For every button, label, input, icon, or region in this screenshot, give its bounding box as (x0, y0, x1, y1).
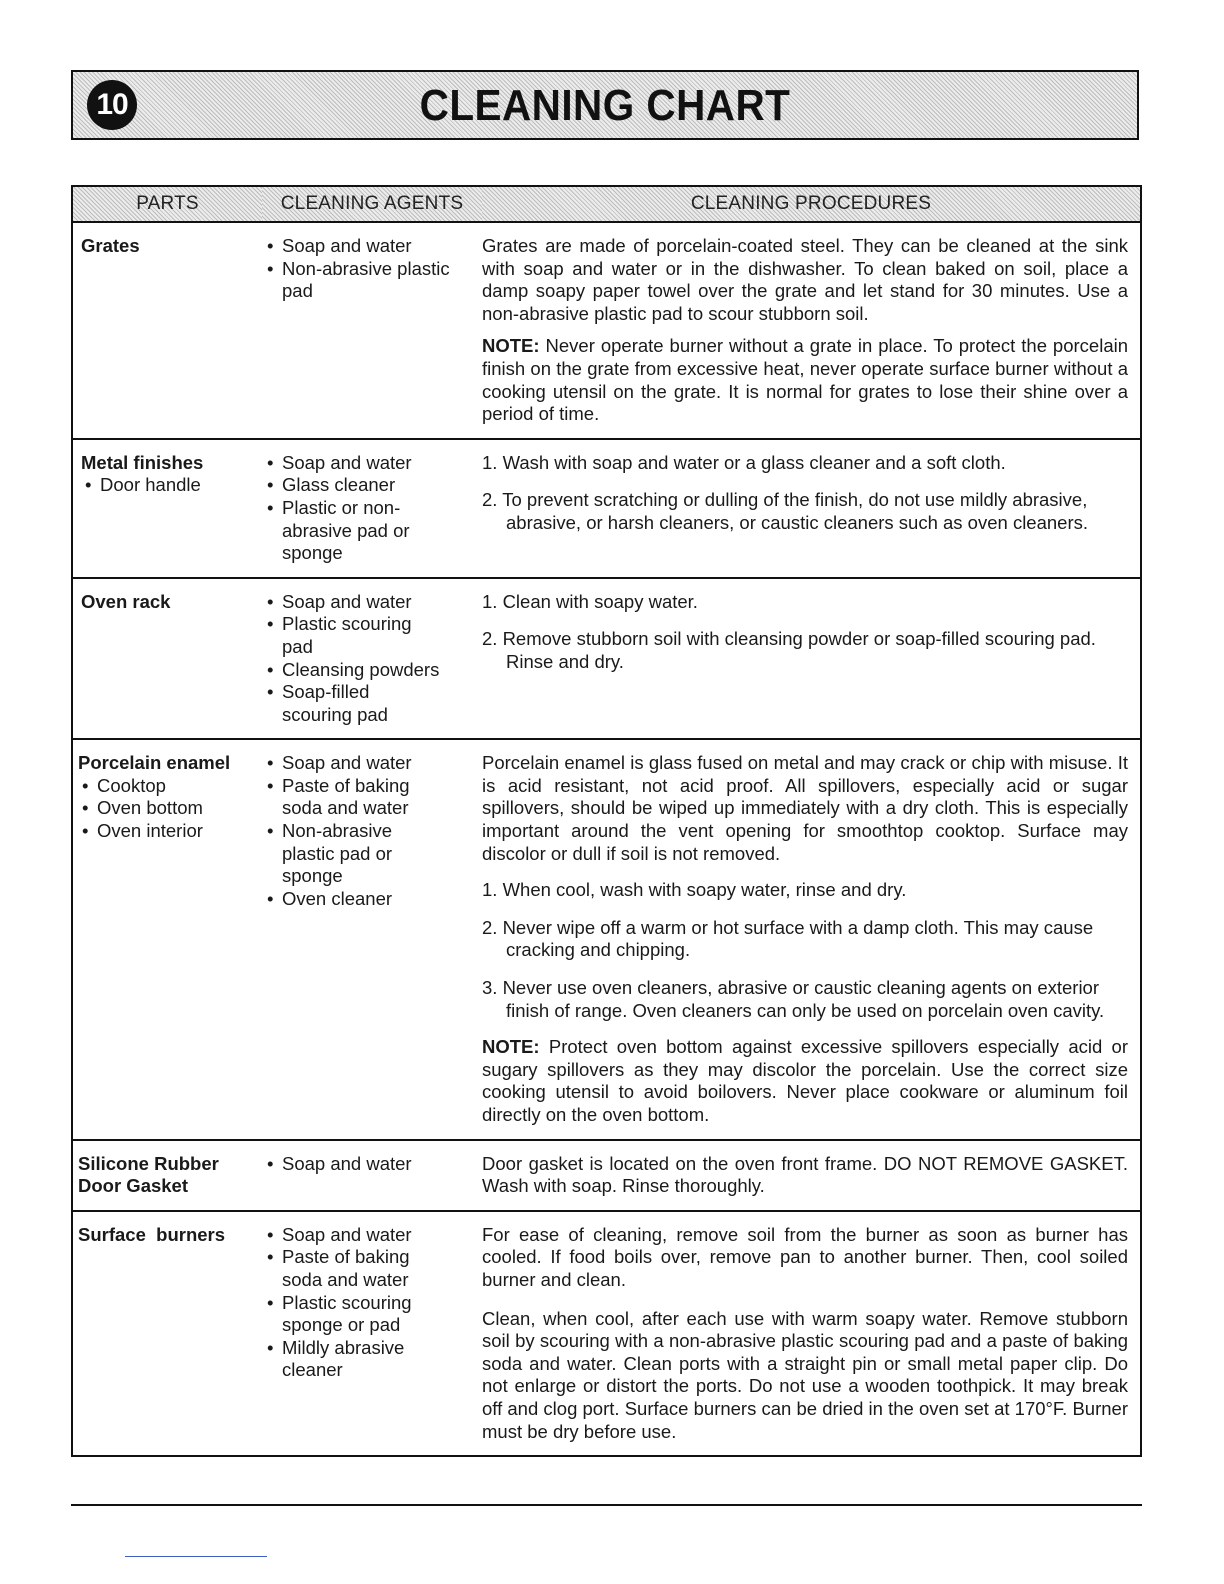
procedure-step: 1. Wash with soap and water or a glass cleaner and a soft cloth. (482, 451, 1006, 473)
column-header-cleaning-procedures: CLEANING PROCEDURES (482, 186, 1141, 222)
procedure-step: 3. Never use oven cleaners, abrasive or caustic cleaning agents on exterior finish of range. Oven cleaners can only be used on porcelain oven cavity. (482, 977, 1105, 1021)
agent-item: • Soap and water (262, 591, 442, 614)
part-name: Oven rack (81, 590, 171, 612)
section-number-badge: 10 (87, 80, 137, 130)
note-text: Never operate burner without a grate in place. To protect the porcelain finish on the grate from excessive heat, never operate surface burner without a cooking utensil on the grate. It is normal for grates to lose their shine over a period of time. (482, 335, 1129, 425)
agent-item: • Soap-filled scouring pad (262, 681, 422, 726)
agents-list (262, 591, 482, 727)
part-subitems (78, 775, 262, 843)
table-row (72, 739, 1141, 1139)
agents-cell (262, 739, 482, 1139)
agent-item: • Cleansing powders (262, 659, 472, 682)
agent-item: • Soap and water (262, 1153, 482, 1176)
procedure-step: 2. Remove stubborn soil with cleansing powder or soap-filled scouring pad. Rinse and dry. (482, 628, 1096, 672)
procedure-step: 1. When cool, wash with soapy water, rinse and dry. (482, 879, 907, 901)
procedure-note (482, 1036, 1128, 1126)
procedures-cell (482, 739, 1141, 1139)
agent-item: • Paste of baking soda and water (262, 1246, 437, 1291)
column-header-cleaning-agents: CLEANING AGENTS (262, 186, 482, 222)
part-name: Porcelain enamel (78, 752, 231, 774)
part-subitems (81, 474, 262, 497)
procedure-step: 2. Never wipe off a warm or hot surface with a damp cloth. This may cause cracking and chipping. (482, 916, 1094, 961)
table-header-row (72, 186, 1141, 222)
table-row (72, 1211, 1141, 1456)
agents-cell (262, 578, 482, 740)
section-header-banner (71, 70, 1139, 140)
section-title: CLEANING CHART (419, 81, 791, 130)
part-cell (72, 1211, 262, 1456)
procedure-steps (482, 452, 1128, 535)
part-name-line: Door Gasket (78, 1175, 189, 1197)
table-row (72, 1140, 1141, 1211)
table-row (72, 578, 1141, 740)
column-header-parts: PARTS (72, 186, 262, 222)
procedure-paragraph: Door gasket is located on the oven front frame. DO NOT REMOVE GASKET. Wash with soap. Rinse thoroughly. (482, 1152, 1128, 1197)
procedure-step: 2. To prevent scratching or dulling of the finish, do not use mildly abrasive, abrasive, or harsh cleaners, or caustic cleaners such as oven cleaners. (482, 489, 1089, 533)
agent-item: • Soap and water (262, 752, 467, 775)
procedures-cell (482, 1140, 1141, 1211)
agent-item: • Paste of baking soda and water (262, 775, 427, 820)
agents-list (262, 1224, 482, 1382)
table-row (72, 222, 1141, 439)
part-cell (72, 439, 262, 578)
footer-divider (71, 1504, 1142, 1506)
agents-cell (262, 439, 482, 578)
procedure-step: 1. Clean with soapy water. (482, 590, 698, 612)
part-cell (72, 1140, 262, 1211)
agent-item: • Soap and water (262, 452, 482, 475)
part-subitem: • Oven bottom (78, 797, 262, 820)
agent-item: • Plastic scouring sponge or pad (262, 1292, 422, 1337)
part-name: Surface burners (78, 1223, 226, 1245)
table-row (72, 439, 1141, 578)
part-subitem: • Oven interior (78, 820, 262, 843)
procedure-paragraph: For ease of cleaning, remove soil from the burner as soon as burner has cooled. If food boils over, remove pan to another burner. Then, cool soiled burner and clean. (482, 1223, 1128, 1290)
agent-item: • Oven cleaner (262, 888, 427, 911)
procedure-intro: Porcelain enamel is glass fused on metal and may crack or chip with misuse. It is acid resistant, not acid proof. All spillovers, especially acid or sugar spillovers, should be wiped up immediately with a dry cloth. This is especially important around the vent opening for smoothtop cooktop. Surface may discolor or dull if soil is not removed. (482, 752, 1128, 864)
agent-item: • Glass cleaner (262, 474, 482, 497)
procedures-cell (482, 578, 1141, 740)
agent-item: • Plastic or non-abrasive pad or sponge (262, 497, 482, 565)
agent-item: • Soap and water (262, 1224, 437, 1247)
part-name: Grates (81, 235, 140, 256)
agents-list (262, 452, 482, 565)
procedures-cell (482, 1211, 1141, 1456)
procedure-steps (482, 879, 1128, 1022)
agents-list (262, 235, 482, 303)
procedure-note (482, 335, 1128, 425)
agents-list (262, 752, 482, 910)
agent-item: • Non-abrasive plastic pad (262, 258, 482, 303)
procedure-paragraph: Grates are made of porcelain-coated steel. They can be cleaned at the sink with soap and water or in the dishwasher. To clean baked on soil, place a damp soapy paper towel over the grate and let stand for 30 minutes. Use a non-abrasive plastic pad to scour stubborn soil. (482, 235, 1128, 324)
agent-item: • Mildly abrasive cleaner (262, 1337, 437, 1382)
part-subitem: • Door handle (81, 474, 262, 497)
part-cell (72, 739, 262, 1139)
part-name-line: Silicone Rubber (78, 1152, 219, 1174)
agent-item: • Soap and water (262, 235, 482, 258)
procedure-paragraph: Clean, when cool, after each use with warm soapy water. Remove stubborn soil by scouring with a non-abrasive plastic scouring pad and a paste of baking soda and water. Clean ports with a straight pin or small metal paper clip. Do not enlarge or distort the ports. Do not use a wooden toothpick. It may break off and clog port. Surface burners can be dried in the oven set at 170°F. Burner must be dry before use. (482, 1307, 1128, 1442)
part-cell (72, 222, 262, 439)
part-cell (72, 578, 262, 740)
footer-underline (125, 1556, 267, 1557)
agents-list (262, 1153, 482, 1176)
agent-item: • Plastic scouring pad (262, 613, 422, 658)
note-text: Protect oven bottom against excessive spillovers especially acid or sugary spillovers as they may discolor the porcelain. Use the correct size cooking utensil to avoid boilovers. Never place cookware or aluminum foil directly on the oven bottom. (482, 1036, 1129, 1125)
agents-cell (262, 222, 482, 439)
note-label: NOTE: (482, 335, 540, 357)
cleaning-chart-table (71, 185, 1142, 1457)
part-name: Metal finishes (81, 451, 204, 473)
part-subitem: • Cooktop (78, 775, 262, 798)
procedures-cell (482, 439, 1141, 578)
note-label: NOTE: (482, 1036, 540, 1058)
procedure-steps (482, 591, 1128, 674)
agent-item: • Non-abrasive plastic pad or sponge (262, 820, 427, 888)
procedures-cell (482, 222, 1141, 439)
agents-cell (262, 1211, 482, 1456)
agents-cell (262, 1140, 482, 1211)
